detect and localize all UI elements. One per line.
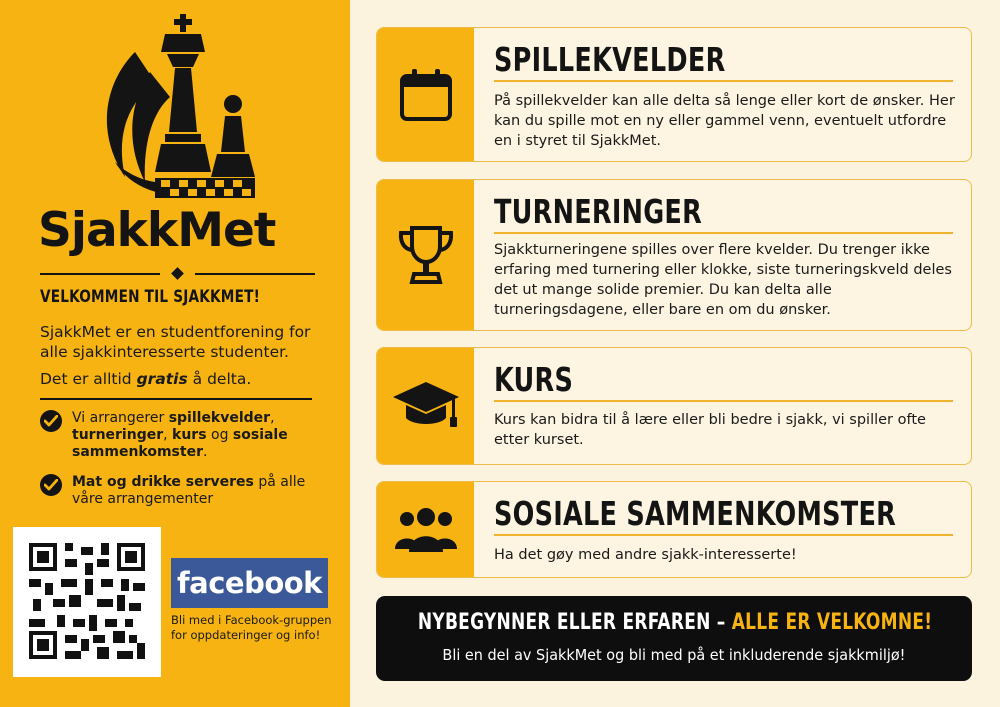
section-card-turneringer [376,179,972,331]
ornament-divider [40,268,315,280]
left-panel: SjakkMet VELKOMMEN TIL SJAKKMET! SjakkMet er en studentforening for alle sjakkinteresserte studenter. Det er alltid gratis å delta. Vi arrangerer spillekvelder, turneringer, kurs og sosiale sammenkomster. Mat og drikke serveres på alle våre arrangementer facebook Bli med i Facebook-gruppen for oppdateringer og info! [0,0,350,707]
diamond-icon [171,267,184,280]
brand-name: SjakkMet [38,203,276,258]
chess-logo-icon [95,12,265,202]
welcome-banner [376,596,972,681]
section-text: Kurs kan bidra til å lære eller bli bedre i sjakk, vi spiller ofte etter kurset. [494,412,926,448]
check-circle-icon [40,474,62,496]
section-text: På spillekvelder kan alle delta så lenge eller kort de ønsker. Her kan du spille mot en ny eller gammel venn, eventuelt utfordre en i styret til SjakkMet. [494,93,955,149]
section-title: TURNERINGER [494,192,703,231]
trophy-icon [396,224,456,286]
group-icon [393,507,459,553]
intro-text: SjakkMet er en studentforening for alle sjakkinteresserte studenter. [40,323,311,361]
facebook-caption: Bli med i Facebook-gruppen for oppdateringer og info! [171,613,332,642]
section-text: Sjakkturneringene spilles over flere kvelder. Du trenger ikke erfaring med turnering eller klokke, siste turneringskveld deles det ut mange solide premier. Du kan delta alle turneringsdagene, eller bare en om du ønsker. [494,242,952,318]
calendar-icon [398,67,454,123]
check-circle-icon [40,410,62,432]
banner-subline: Bli en del av SjakkMet og bli med på et inkluderende sjakkmiljø! [442,646,906,664]
banner-headline: NYBEGYNNER ELLER ERFAREN – ALLE ER VELKOMNE! [417,610,933,635]
section-title: SOSIALE SAMMENKOMSTER [494,494,897,533]
gratis-text: Det er alltid gratis å delta. [40,370,252,388]
welcome-heading: VELKOMMEN TIL SJAKKMET! [40,287,261,306]
section-card-kurs [376,347,972,465]
facebook-logo[interactable]: facebook [171,558,328,608]
section-card-spillekvelder [376,27,972,162]
divider [40,398,312,400]
section-text: Ha det gøy med andre sjakk-interesserte! [494,547,797,563]
section-title: KURS [494,360,574,399]
section-title: SPILLEKVELDER [494,40,726,79]
section-card-sosiale-sammenkomster [376,481,972,578]
qr-code[interactable] [13,527,161,677]
graduation-cap-icon [391,380,461,432]
